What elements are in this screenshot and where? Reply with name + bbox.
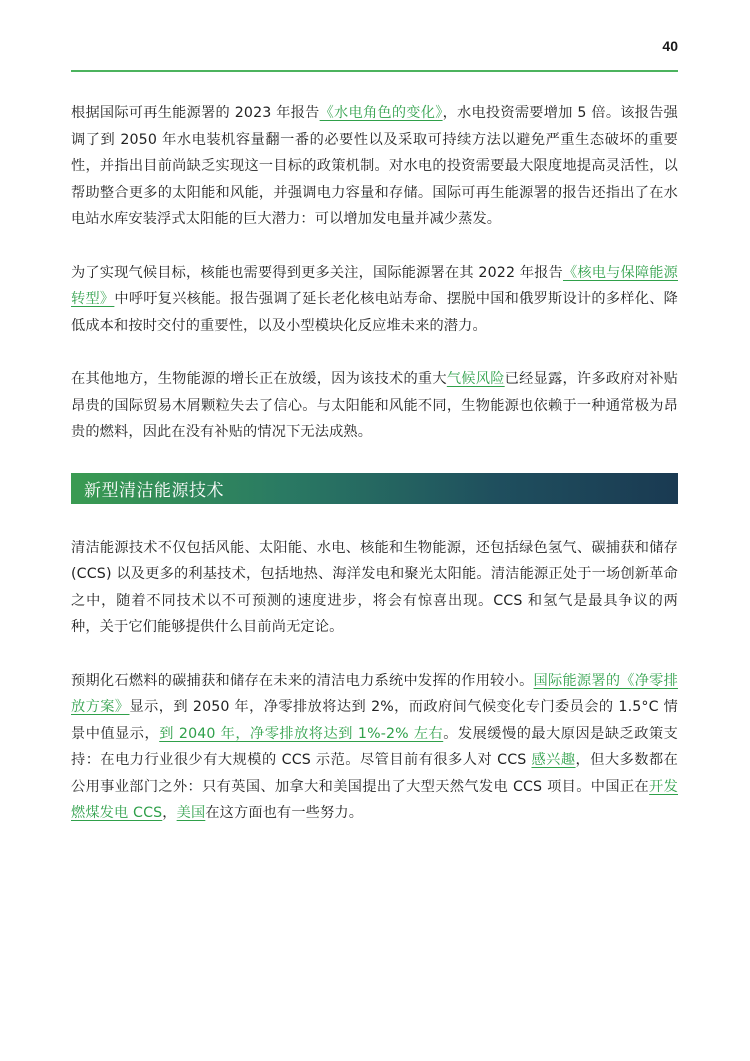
paragraph-clean-tech (71, 535, 678, 641)
section-heading: 新型清洁能源技术 (84, 480, 224, 501)
paragraph-text: 在其他地方，生物能源的增长正在放缓，因为该技术的重大 (71, 371, 447, 387)
paragraph-bioenergy (71, 366, 678, 446)
paragraph-text: 在这方面也有一些努力。 (205, 805, 364, 821)
inline-link[interactable]: 国际能源署的《净零排放方案》 (71, 672, 678, 715)
paragraph-text: 清洁能源技术不仅包括风能、太阳能、水电、核能和生物能源，还包括绿色氢气、碳捕获和储存 (CCS) 以及更多的利基技术，包括地热、海洋发电和聚光太阳能。清洁能源正处于一场创新革命之中，随着不同技术以不可预测的速度进步，将会有惊喜出现。CCS 和氢气是最具争议的两种，关于它们能够提供什么目前尚无定论。 (71, 539, 678, 635)
inline-link[interactable]: 到 2040 年，净零排放将达到 1%-2% 左右 (159, 725, 444, 742)
inline-link[interactable]: 美国 (176, 805, 206, 821)
page-number: 40 (662, 38, 678, 54)
inline-link[interactable]: 开发燃煤发电 CCS (71, 778, 679, 821)
paragraph-hydropower (71, 100, 678, 233)
paragraph-ccs (71, 668, 678, 827)
inline-link[interactable]: 感兴趣 (531, 752, 576, 768)
paragraph-text: ，但大多数都在公用事业部门之外：只有英国、加拿大和美国提出了大型天然气发电 CCS 项目。中国正在 (71, 752, 679, 795)
paragraph-text: 。发展缓慢的最大原因是缺乏政策支持：在电力行业很少有大规模的 CCS 示范。尽管目前有很多人对 CCS (71, 725, 679, 768)
paragraph-nuclear (71, 260, 678, 340)
section-heading-band (71, 473, 678, 504)
inline-link[interactable]: 《水电角色的变化》 (319, 105, 443, 121)
paragraph-text: 为了实现气候目标，核能也需要得到更多关注，国际能源署在其 2022 年报告 (71, 264, 563, 281)
document-body (71, 100, 678, 854)
header-rule (71, 70, 678, 72)
inline-link[interactable]: 《核电与保障能源转型》 (71, 264, 678, 307)
paragraph-text: 已经显露，许多政府对补贴昂贵的国际贸易木屑颗粒失去了信心。与太阳能和风能不同，生物能源也依赖于一种通常极为昂贵的燃料，因此在没有补贴的情况下无法成熟。 (71, 371, 678, 440)
inline-link[interactable]: 气候风险 (446, 371, 505, 387)
paragraph-text: ，水电投资需要增加 5 倍。该报告强调了到 2050 年水电装机容量翻一番的必要性以及采取可持续方法以避免严重生态破坏的重要性，并指出目前尚缺乏实现这一目标的政策机制。对水电的投资需要最大限度地提高灵活性，以帮助整合更多的太阳能和风能，并强调电力容量和存储。国际可再生能源署的报告还指出了在水电站水库安装浮式太阳能的巨大潜力：可以增加发电量并减少蒸发。 (71, 105, 678, 227)
paragraph-text: 中呼吁复兴核能。报告强调了延长老化核电站寿命、摆脱中国和俄罗斯设计的多样化、降低成本和按时交付的重要性，以及小型模块化反应堆未来的潜力。 (71, 291, 679, 334)
paragraph-text: 预期化石燃料的碳捕获和储存在未来的清洁电力系统中发挥的作用较小。 (71, 672, 534, 689)
paragraph-text: ， (162, 805, 177, 821)
paragraph-text: 显示，到 2050 年，净零排放将达到 2%，而政府间气候变化专门委员会的 1.5°C 情景中值显示， (71, 699, 678, 742)
paragraph-text: 根据国际可再生能源署的 2023 年报告 (71, 105, 320, 121)
